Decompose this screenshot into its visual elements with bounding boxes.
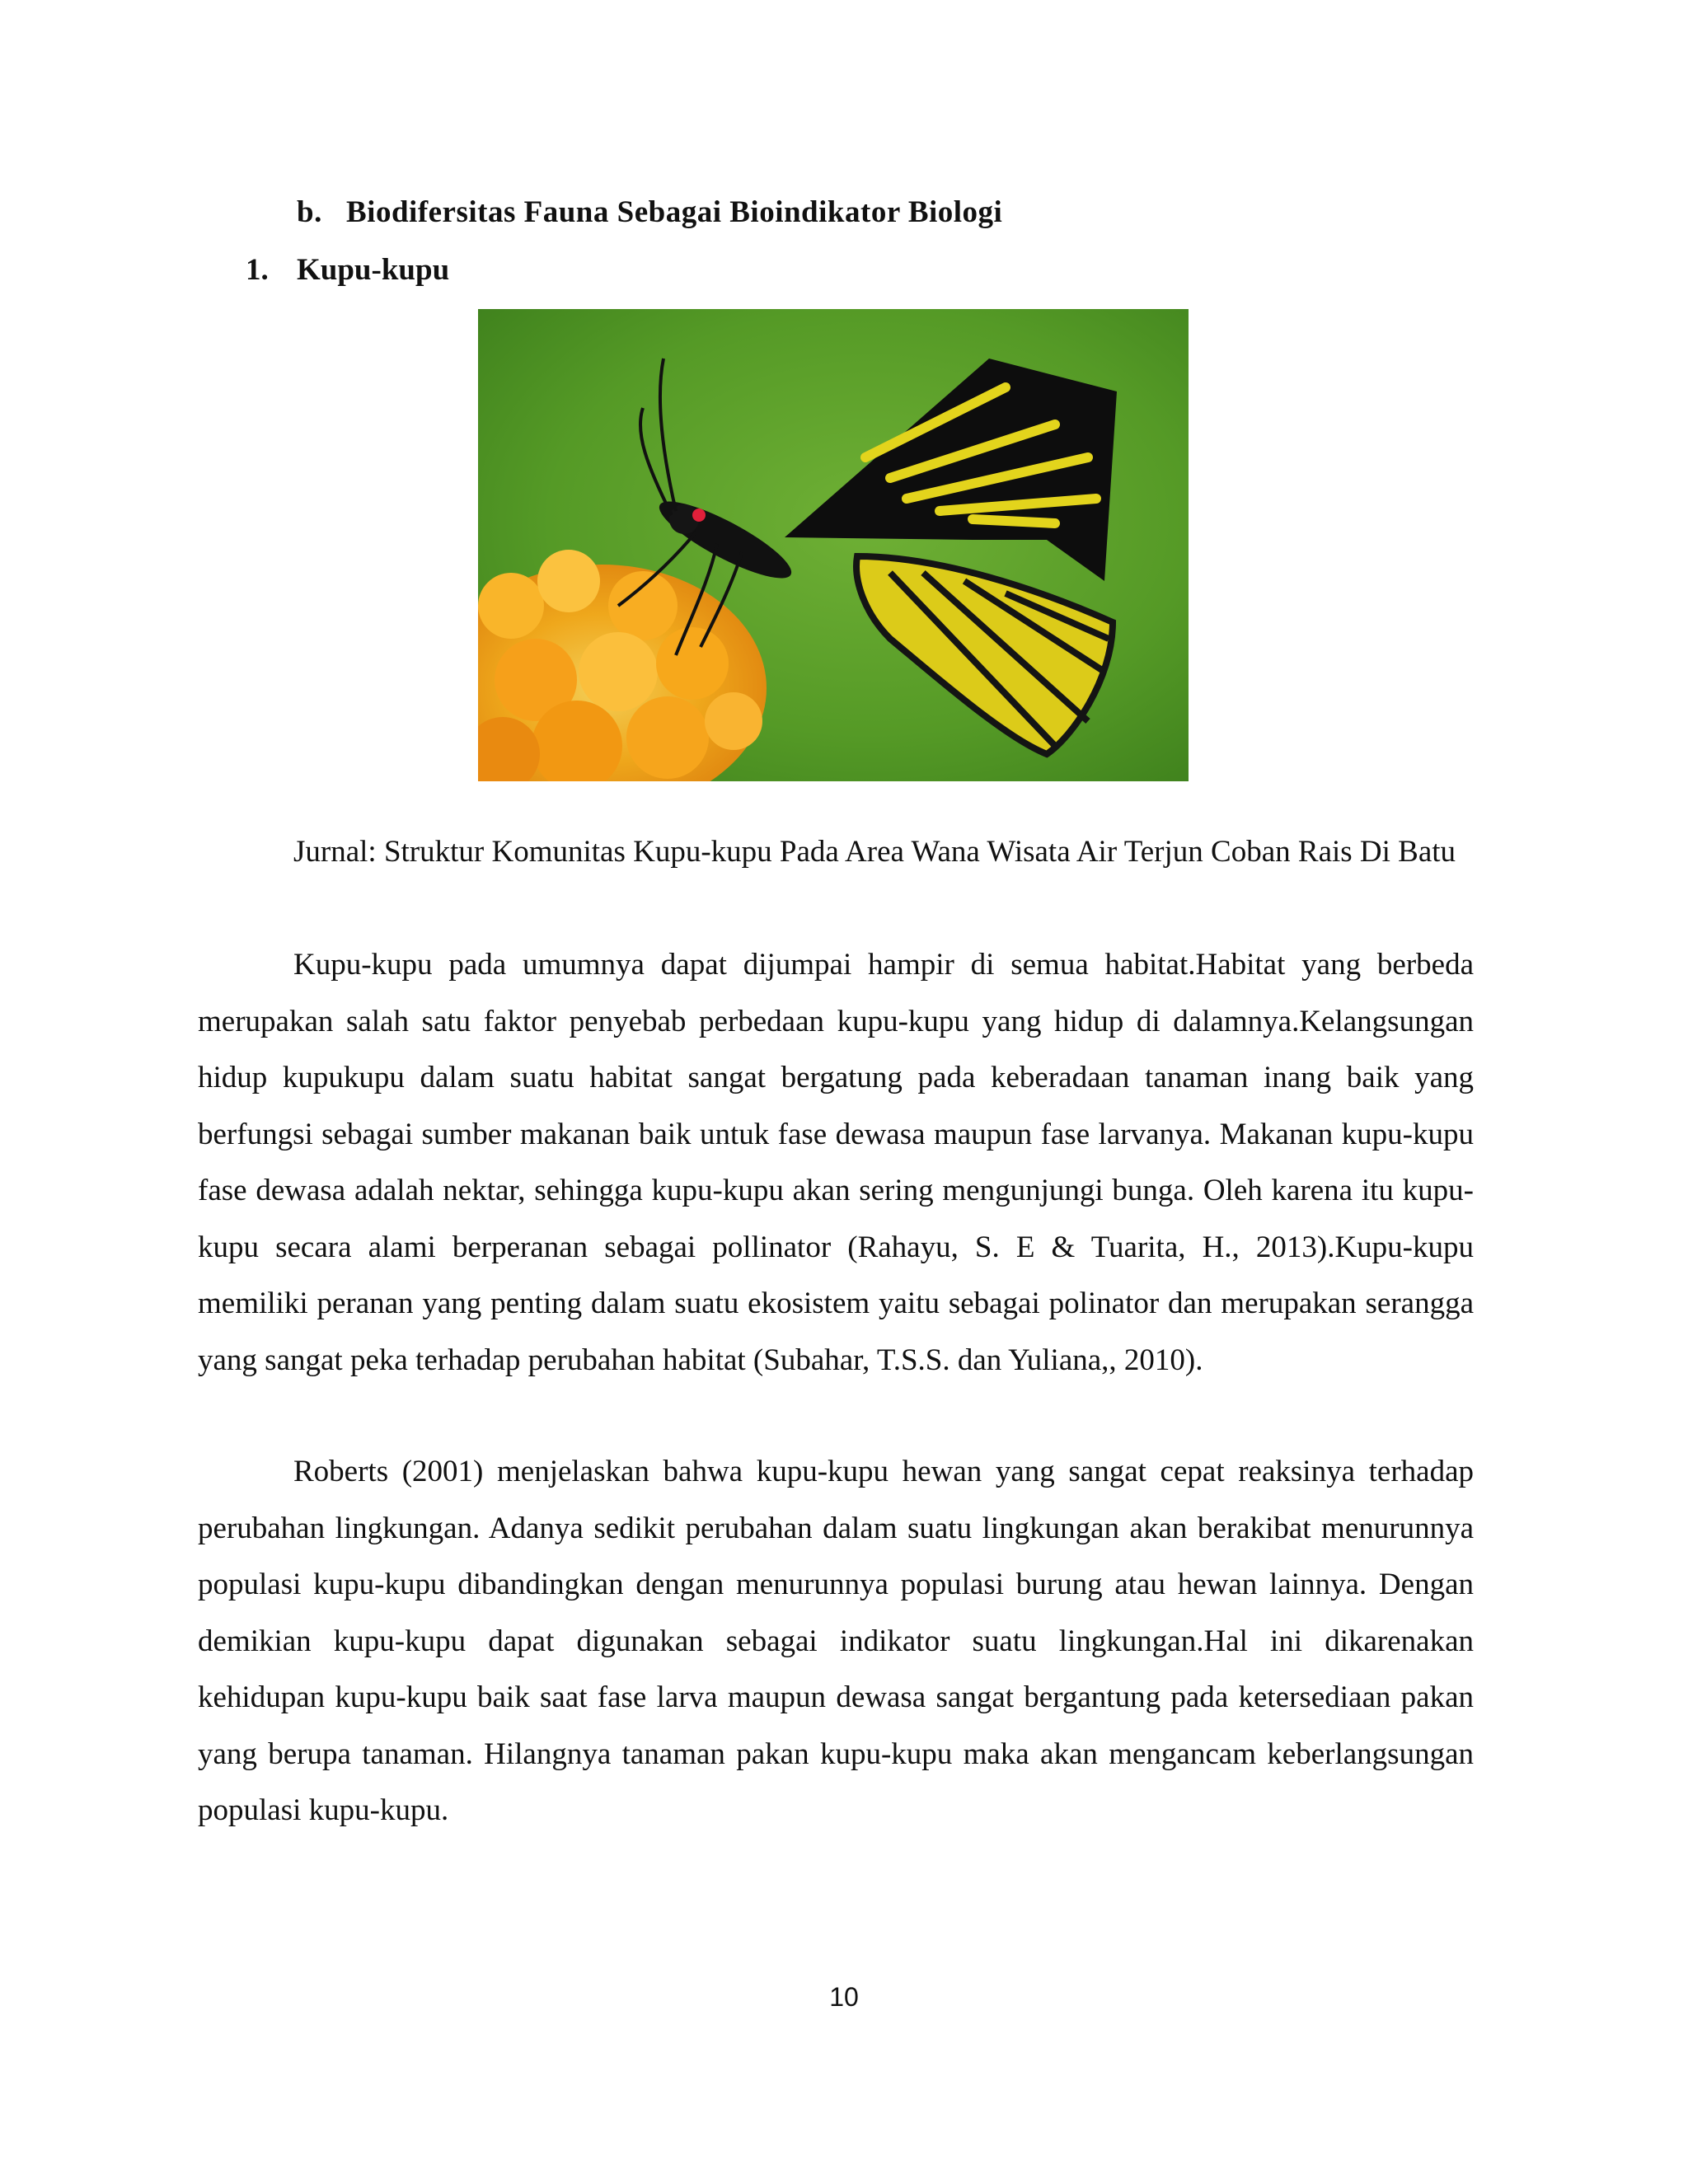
page-number: 10 [829,1982,859,2012]
paragraph-1: Kupu-kupu pada umumnya dapat dijumpai hampir di semua habitat.Habitat yang berbeda merupakan salah satu faktor penyebab perbedaan kupu-kupu yang hidup di dalamnya.Kelangsungan hidup kupukupu dalam suatu habitat sangat bergatung pada keberadaan tanaman inang baik yang berfungsi sebagai sumber makanan baik untuk fase dewasa maupun fase larvanya. Makanan kupu-kupu fase dewasa adalah nektar, sehingga kupu-kupu akan sering mengunjungi bunga. Oleh karena itu kupu-kupu secara alami berperanan sebagai pollinator (Rahayu, S. E & Tuarita, H., 2013).Kupu-kupu memiliki peranan yang penting dalam suatu ekosistem yaitu sebagai polinator dan merupakan serangga yang sangat peka terhadap perubahan habitat (Subahar, T.S.S. dan Yuliana,, 2010). [198,948,1474,1377]
figure-caption: Jurnal: Struktur Komunitas Kupu-kupu Pada Area Wana Wisata Air Terjun Coban Rais Di Batu [293,835,1456,869]
butterfly-photo [478,309,1189,781]
subsection-title: Kupu-kupu [297,253,450,287]
subsection-marker: 1. [246,253,269,287]
butterfly-illustration [478,309,1189,781]
section-heading [297,194,1002,230]
section-marker: b. [297,195,322,229]
paragraph-2: Roberts (2001) menjelaskan bahwa kupu-kupu hewan yang sangat cepat reaksinya terhadap perubahan lingkungan. Adanya sedikit perubahan dalam suatu lingkungan akan berakibat menurunnya populasi kupu-kupu dibandingkan dengan menurunnya populasi burung atau hewan lainnya. Dengan demikian kupu-kupu dapat digunakan sebagai indikator suatu lingkungan.Hal ini dikarenakan kehidupan kupu-kupu baik saat fase larva maupun dewasa sangat bergantung pada ketersediaan pakan yang berupa tanaman. Hilangnya tanaman pakan kupu-kupu maka akan mengancam keberlangsungan populasi kupu-kupu. [198,1455,1474,1827]
section-title: Biodifersitas Fauna Sebagai Bioindikator Biologi [346,195,1003,229]
subsection-heading [246,252,449,288]
